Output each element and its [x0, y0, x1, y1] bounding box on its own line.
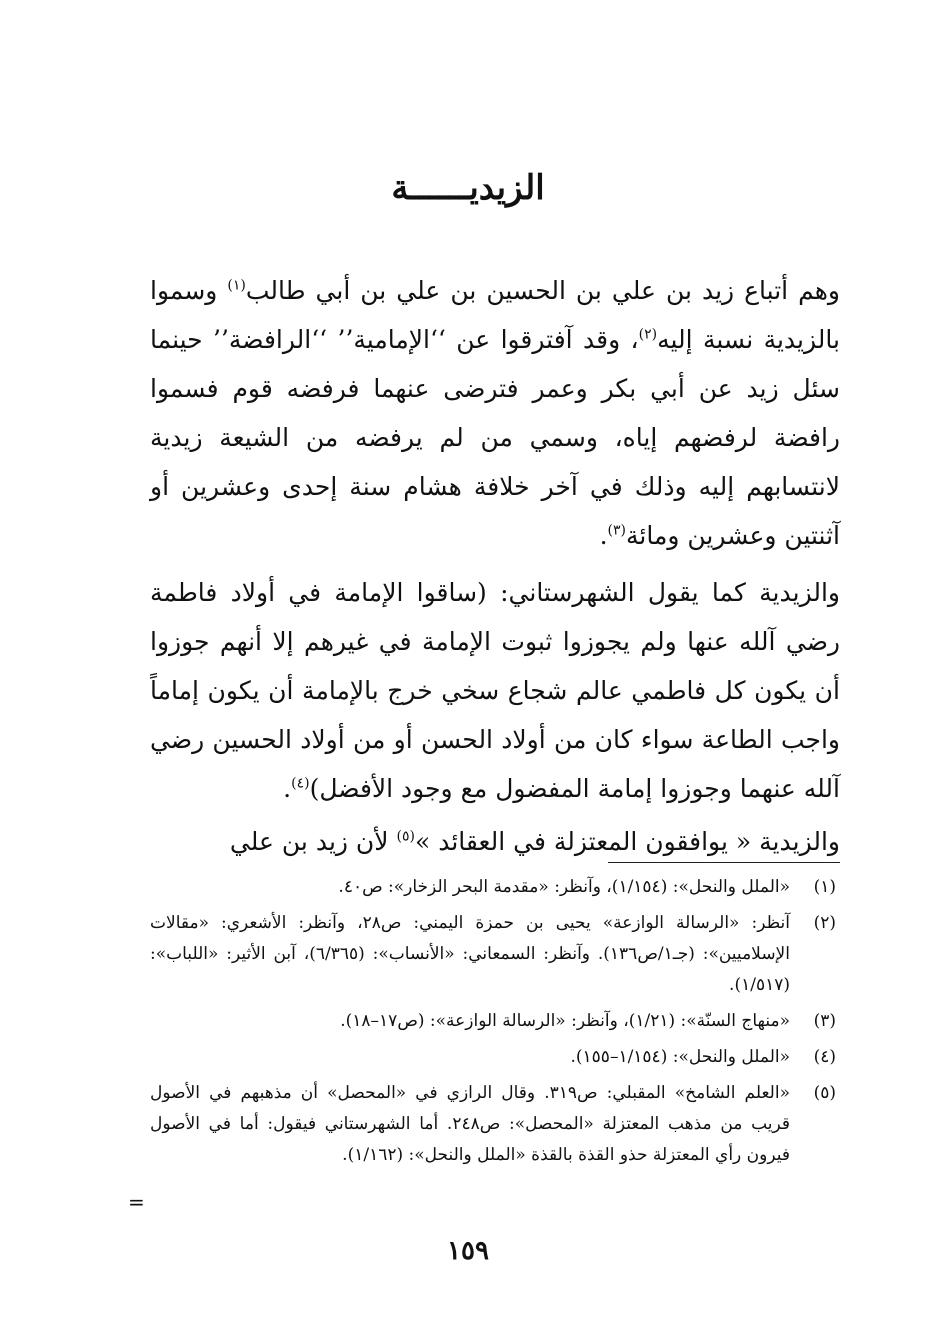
footnotes — [150, 872, 840, 1176]
footnote-number: (٥) — [813, 1083, 836, 1103]
footnote-ref-4: (٤) — [291, 775, 310, 792]
paragraph-3-text-b: لأن زيد بن علي — [229, 827, 397, 856]
footnote-number: (٣) — [813, 1011, 836, 1031]
paragraph-1-end: . — [599, 521, 608, 550]
footnote-item — [150, 1042, 840, 1073]
paragraph-3 — [150, 817, 840, 866]
footnote-text: «العلم الشامخ» المقبلي: ص٣١٩. وقال الرازي في «المحصل» أن مذهبهم في الأصول قريب من مذهب المعتزلة «المحصل»: ص٢٤٨. أما الشهرستاني فيقول: أما في الأصول فيرون رأي المعتزلة حذو القذة بالقذة «الملل والنحل»: (١/١٦٢). — [150, 1083, 790, 1165]
footnote-ref-5: (٥) — [396, 828, 415, 845]
footnote-number: (١) — [813, 877, 836, 897]
footnote-text: «الملل والنحل»: (١/١٥٤)، وآنظر: «مقدمة البحر الزخار»: ص٤٠. — [338, 877, 790, 897]
footnote-text: «الملل والنحل»: (١/١٥٤–١٥٥). — [570, 1047, 790, 1067]
paragraph-1-text-b: وسموا بالزيدية نسبة إليه — [150, 276, 840, 354]
paragraph-2-end: . — [283, 774, 292, 803]
page-number: ١٥٩ — [447, 1236, 489, 1266]
paragraph-2 — [150, 568, 840, 813]
footnote-item — [150, 908, 840, 1001]
footnote-item — [150, 1006, 840, 1037]
footnote-divider — [608, 862, 840, 863]
chapter-title: الزيديــــــة — [391, 168, 545, 208]
footnote-text: آنظر: «الرسالة الوازعة» يحيى بن حمزة اليمني: ص٢٨، وآنظر: الأشعري: «مقالات الإسلاميين»: (جـ١/ص١٣٦). وآنظر: السمعاني: «الأنساب»: (٦/٣٦٥)، آبن الأثير: «اللباب»: (١/٥١٧). — [150, 913, 790, 995]
continuation-mark: = — [128, 1190, 145, 1214]
paragraph-3-text-a: والزيدية « يوافقون المعتزلة في العقائد » — [414, 827, 840, 856]
paragraph-1-text-c: ، وقد آفترقوا عن ‘‘الإمامية’’ ‘‘الرافضة’’ حينما سئل زيد عن أبي بكر وعمر فترضى عنهما فرفضه قوم فسموا رافضة لرفضهم إياه، وسمي من لم يرفضه من الشيعة زيدية لانتسابهم إليه وذلك في آخر خلافة هشام سنة إحدى وعشرين أو آثنتين وعشرين ومائة — [150, 325, 840, 550]
paragraph-1 — [150, 266, 840, 560]
paragraph-2-text-a: والزيدية كما يقول الشهرستاني: (ساقوا الإمامة في أولاد فاطمة رضي آلله عنها ولم يجوزوا ثبوت الإمامة في غيرهم إلا أنهم جوزوا أن يكون كل فاطمي عالم شجاع سخي خرج بالإمامة أن يكون إماماً واجب الطاعة سواء كان من أولاد الحسن أو من أولاد الحسين رضي آلله عنهما وجوزوا إمامة المفضول مع وجود الأفضل) — [150, 578, 840, 803]
footnote-item — [150, 872, 840, 903]
footnote-ref-2: (٢) — [638, 326, 658, 343]
footnote-text: «منهاج السنّة»: (١/٢١)، وآنظر: «الرسالة الوازعة»: (ص١٧–١٨). — [340, 1011, 790, 1031]
footnote-ref-1: (١) — [227, 277, 246, 294]
footnote-number: (٢) — [813, 913, 836, 933]
footnote-item — [150, 1078, 840, 1171]
footnote-ref-3: (٣) — [607, 522, 627, 539]
paragraph-1-text-a: وهم أتباع زيد بن علي بن الحسين بن علي بن أبي طالب — [245, 276, 841, 305]
footnote-number: (٤) — [813, 1047, 836, 1067]
